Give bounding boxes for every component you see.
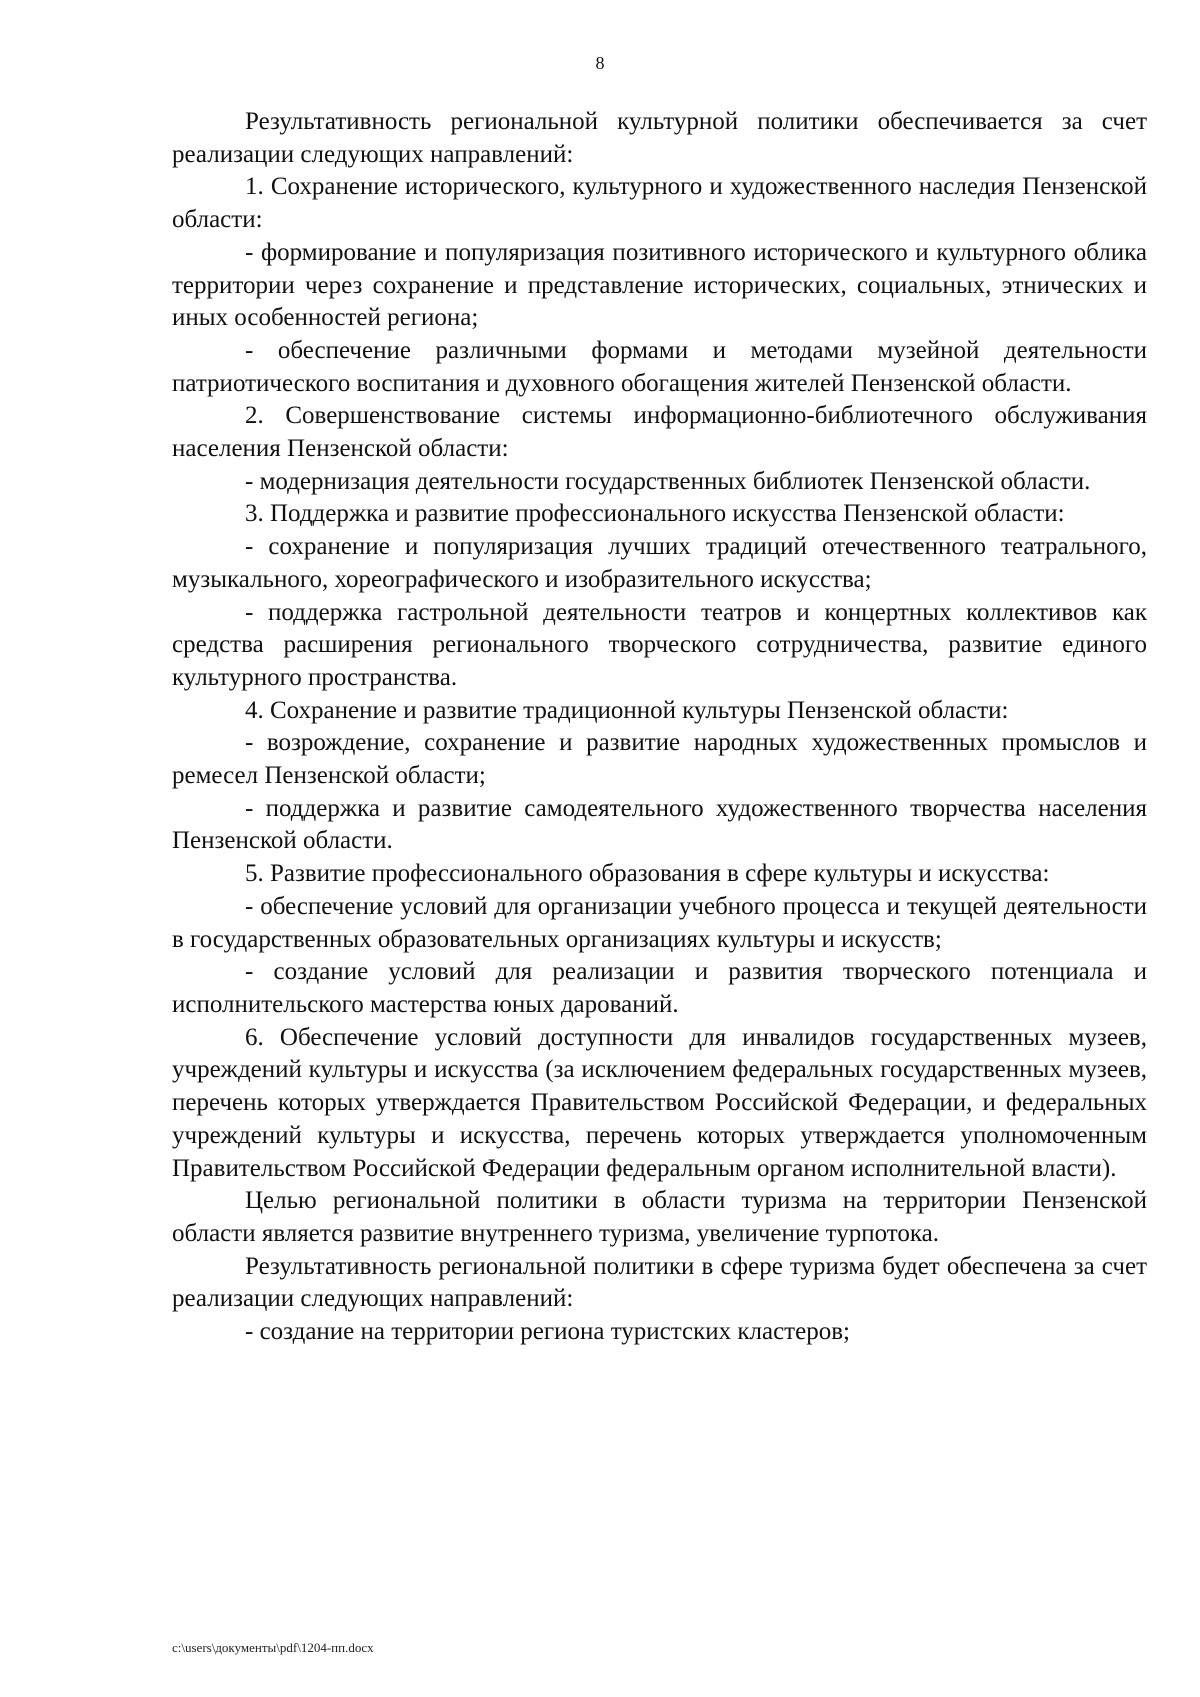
footer-file-path: c:\users\документы\pdf\1204-пп.docx (172, 1640, 374, 1655)
paragraph: 6. Обеспечение условий доступности для инвалидов государственных музеев, учреждений культуры и искусства (за исключением федеральных государственных музеев, перечень которых утверждается Правительством Российской Федерации, и федеральных учреждений культуры и искусства, перечень которых утверждается уполномоченным Правительством Российской Федерации федеральным органом исполнительной власти). (172, 1023, 1147, 1182)
paragraph: 3. Поддержка и развитие профессионального искусства Пензенской области: (245, 500, 1065, 528)
paragraph: - поддержка гастрольной деятельности театров и концертных коллективов как средства расширения регионального творческого сотрудничества, развитие единого культурного пространства. (172, 598, 1147, 691)
paragraph: - возрождение, сохранение и развитие народных художественных промыслов и ремесел Пензенской области; (172, 729, 1147, 790)
paragraph: - модернизация деятельности государственных библиотек Пензенской области. (245, 467, 1091, 495)
paragraph: 2. Совершенствование системы информационно-библиотечного обслуживания населения Пензенской области: (172, 402, 1147, 463)
document-body (172, 106, 1147, 1349)
paragraph: Результативность региональной культурной политики обеспечивается за счет реализации следующих направлений: (172, 108, 1147, 168)
paragraph: - сохранение и популяризация лучших традиций отечественного театрального, музыкального, хореографического и изобразительного искусства; (172, 533, 1147, 593)
paragraph: - поддержка и развитие самодеятельного художественного творчества населения Пензенской области. (172, 794, 1147, 855)
paragraph: 4. Сохранение и развитие традиционной культуры Пензенской области: (245, 696, 1009, 724)
paragraph: 1. Сохранение исторического, культурного и художественного наследия Пензенской области: (172, 173, 1147, 234)
page-number: 8 (595, 53, 605, 73)
paragraph: Результативность региональной политики в сфере туризма будет обеспечена за счет реализации следующих направлений: (172, 1252, 1147, 1313)
paragraph: - обеспечение условий для организации учебного процесса и текущей деятельности в государственных образовательных организациях культуры и искусств; (172, 892, 1147, 953)
paragraph: - создание на территории региона туристских кластеров; (245, 1318, 850, 1346)
paragraph: - обеспечение различными формами и методами музейной деятельности патриотического воспитания и духовного обогащения жителей Пензенской области. (172, 336, 1147, 397)
paragraph: 5. Развитие профессионального образования в сфере культуры и искусства: (245, 860, 1050, 888)
paragraph: - формирование и популяризация позитивного исторического и культурного облика территории через сохранение и представление исторических, социальных, этнических и иных особенностей региона; (172, 238, 1147, 332)
paragraph: Целью региональной политики в области туризма на территории Пензенской области является развитие внутреннего туризма, увеличение турпотока. (172, 1187, 1147, 1247)
paragraph: - создание условий для реализации и развития творческого потенциала и исполнительского мастерства юных дарований. (172, 958, 1147, 1018)
